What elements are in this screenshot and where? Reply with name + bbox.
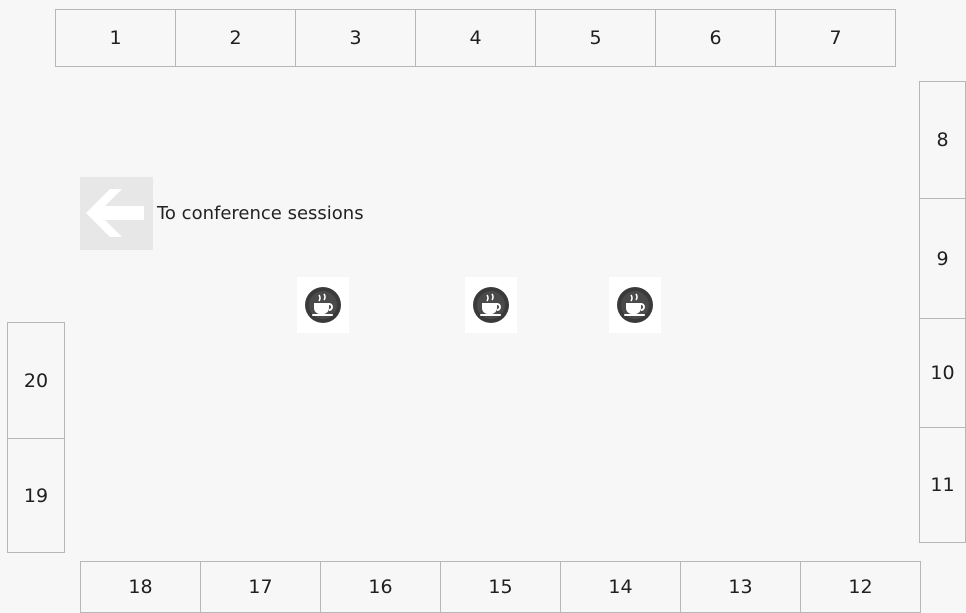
booth-18-number: 18 (128, 576, 153, 598)
booth-7-number: 7 (829, 27, 842, 49)
booth-19[interactable] (7, 438, 65, 553)
booth-13-number: 13 (728, 576, 753, 598)
coffee-cup-icon (471, 285, 511, 325)
booth-4[interactable] (415, 9, 536, 67)
booth-8-number: 8 (936, 129, 949, 151)
booth-9[interactable] (919, 198, 966, 319)
booth-14[interactable] (560, 561, 681, 613)
booth-14-number: 14 (608, 576, 633, 598)
booth-1[interactable] (55, 9, 176, 67)
booth-9-number: 9 (936, 247, 949, 270)
booth-16-number: 16 (368, 576, 393, 598)
booth-7[interactable] (775, 9, 896, 67)
booth-4-number: 4 (469, 27, 482, 49)
booth-15[interactable] (440, 561, 561, 613)
booth-5[interactable] (535, 9, 656, 67)
coffee-station-3[interactable] (609, 277, 661, 333)
coffee-station-1[interactable] (297, 277, 349, 333)
booth-1-number: 1 (109, 27, 122, 49)
booth-5-number: 5 (589, 27, 602, 49)
booth-6-number: 6 (709, 27, 722, 49)
arrow-left-icon (80, 177, 153, 250)
booth-3[interactable] (295, 9, 416, 67)
booth-12-number: 12 (848, 576, 873, 598)
booth-3-number: 3 (349, 27, 362, 49)
booth-17[interactable] (200, 561, 321, 613)
booth-6[interactable] (655, 9, 776, 67)
booth-15-number: 15 (488, 576, 513, 598)
booth-19-number: 19 (23, 484, 49, 507)
booth-16[interactable] (320, 561, 441, 613)
exit-label: To conference sessions (157, 203, 364, 224)
booth-8[interactable] (919, 81, 966, 199)
booth-2[interactable] (175, 9, 296, 67)
booth-13[interactable] (680, 561, 801, 613)
booth-2-number: 2 (229, 27, 242, 49)
coffee-station-2[interactable] (465, 277, 517, 333)
booth-12[interactable] (800, 561, 921, 613)
coffee-cup-icon (615, 285, 655, 325)
booth-11[interactable] (919, 427, 966, 543)
booth-10-number: 10 (930, 362, 955, 384)
booth-18[interactable] (80, 561, 201, 613)
exit-sign[interactable] (80, 177, 153, 250)
booth-20-number: 20 (23, 369, 49, 392)
booth-11-number: 11 (930, 474, 955, 496)
booth-17-number: 17 (248, 576, 273, 598)
coffee-cup-icon (303, 285, 343, 325)
booth-10[interactable] (919, 318, 966, 428)
booth-20[interactable] (7, 322, 65, 439)
